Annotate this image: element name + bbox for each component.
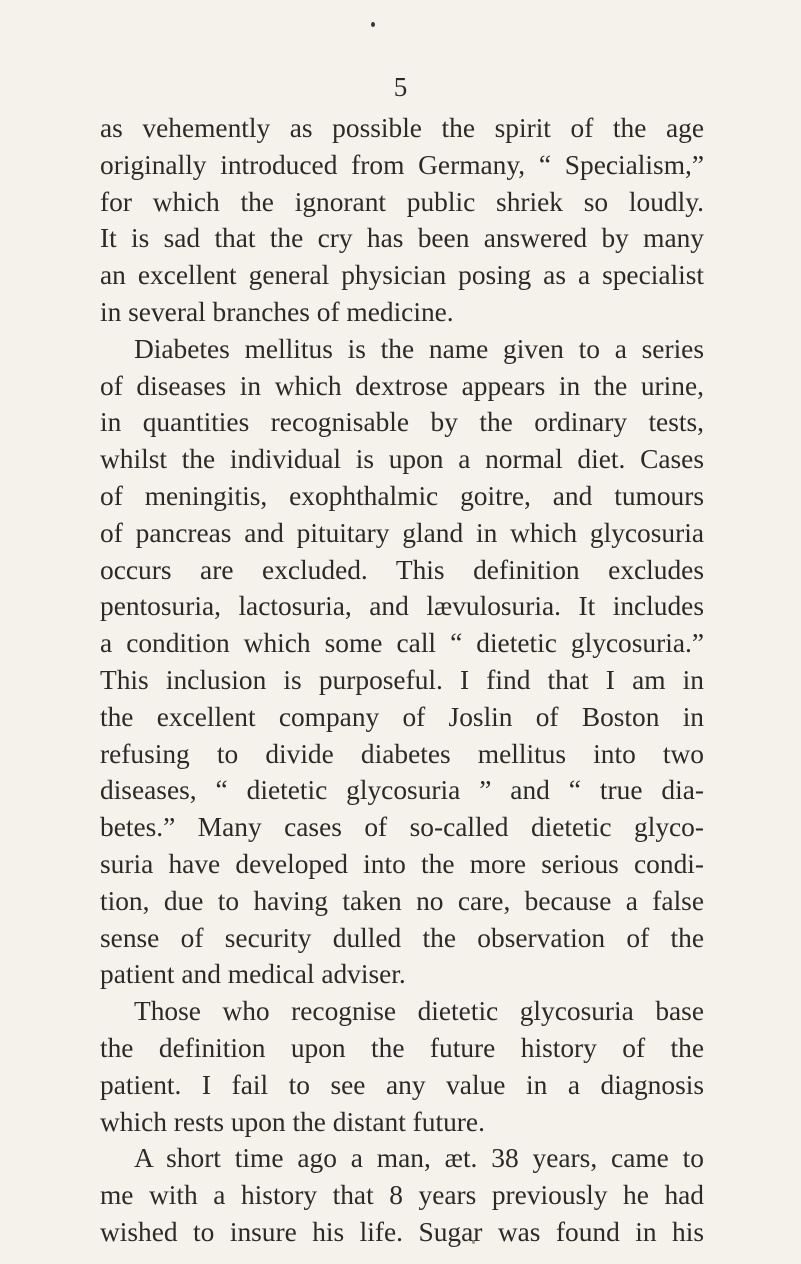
text-line: whilst the individual is upon a normal diet. Cases: [100, 444, 704, 475]
paragraph: [100, 1140, 704, 1250]
text-line: Diabetes mellitus is the name given to a series: [134, 333, 704, 364]
ink-speck: [371, 22, 375, 27]
text-line: me with a history that 8 years previously he had: [100, 1180, 704, 1211]
text-line: refusing to divide diabetes mellitus into two: [100, 738, 704, 769]
body-text: [100, 110, 704, 1251]
text-line: in several branches of medicine.: [100, 296, 454, 327]
page-number: 5: [393, 72, 408, 102]
paragraph: [100, 993, 704, 1140]
text-line: a condition which some call “ dietetic glycosuria.”: [100, 628, 704, 659]
text-line: in quantities recognisable by the ordinary tests,: [100, 407, 704, 438]
text-line: of meningitis, exophthalmic goitre, and tumours: [100, 480, 704, 511]
text-line: which rests upon the distant future.: [100, 1106, 485, 1137]
text-line: betes.” Many cases of so-called dietetic glyco-: [100, 812, 704, 843]
text-line: an excellent general physician posing as a specialist: [100, 260, 704, 291]
text-line: It is sad that the cry has been answered by many: [100, 223, 704, 254]
text-line: pentosuria, lactosuria, and lævulosuria. It includes: [100, 591, 704, 622]
paragraph: [100, 110, 704, 331]
text-line: wished to insure his life. Sugar was found in his: [100, 1216, 704, 1247]
text-line: tion, due to having taken no care, because a false: [100, 885, 704, 916]
text-line: This inclusion is purposeful. I find that I am in: [100, 664, 704, 695]
text-line: patient and medical adviser.: [100, 959, 406, 990]
text-line: occurs are excluded. This definition excludes: [100, 554, 704, 585]
text-line: suria have developed into the more serious condi-: [100, 848, 704, 879]
text-line: for which the ignorant public shriek so loudly.: [100, 186, 704, 217]
text-line: diseases, “ dietetic glycosuria ” and “ true dia-: [100, 775, 704, 806]
text-line: Those who recognise dietetic glycosuria base: [134, 996, 704, 1027]
text-line: of diseases in which dextrose appears in the urine,: [100, 370, 704, 401]
text-line: as vehemently as possible the spirit of the age: [100, 113, 704, 143]
text-line: A short time ago a man, æt. 38 years, came to: [134, 1143, 704, 1174]
text-line: the definition upon the future history of the: [100, 1032, 704, 1063]
text-line: sense of security dulled the observation of the: [100, 922, 704, 953]
text-line: the excellent company of Joslin of Boston in: [100, 701, 704, 732]
text-line: patient. I fail to see any value in a diagnosis: [100, 1069, 704, 1100]
paragraph: [100, 331, 704, 993]
text-line: originally introduced from Germany, “ Specialism,”: [100, 149, 704, 180]
text-line: of pancreas and pituitary gland in which glycosuria: [100, 517, 704, 548]
